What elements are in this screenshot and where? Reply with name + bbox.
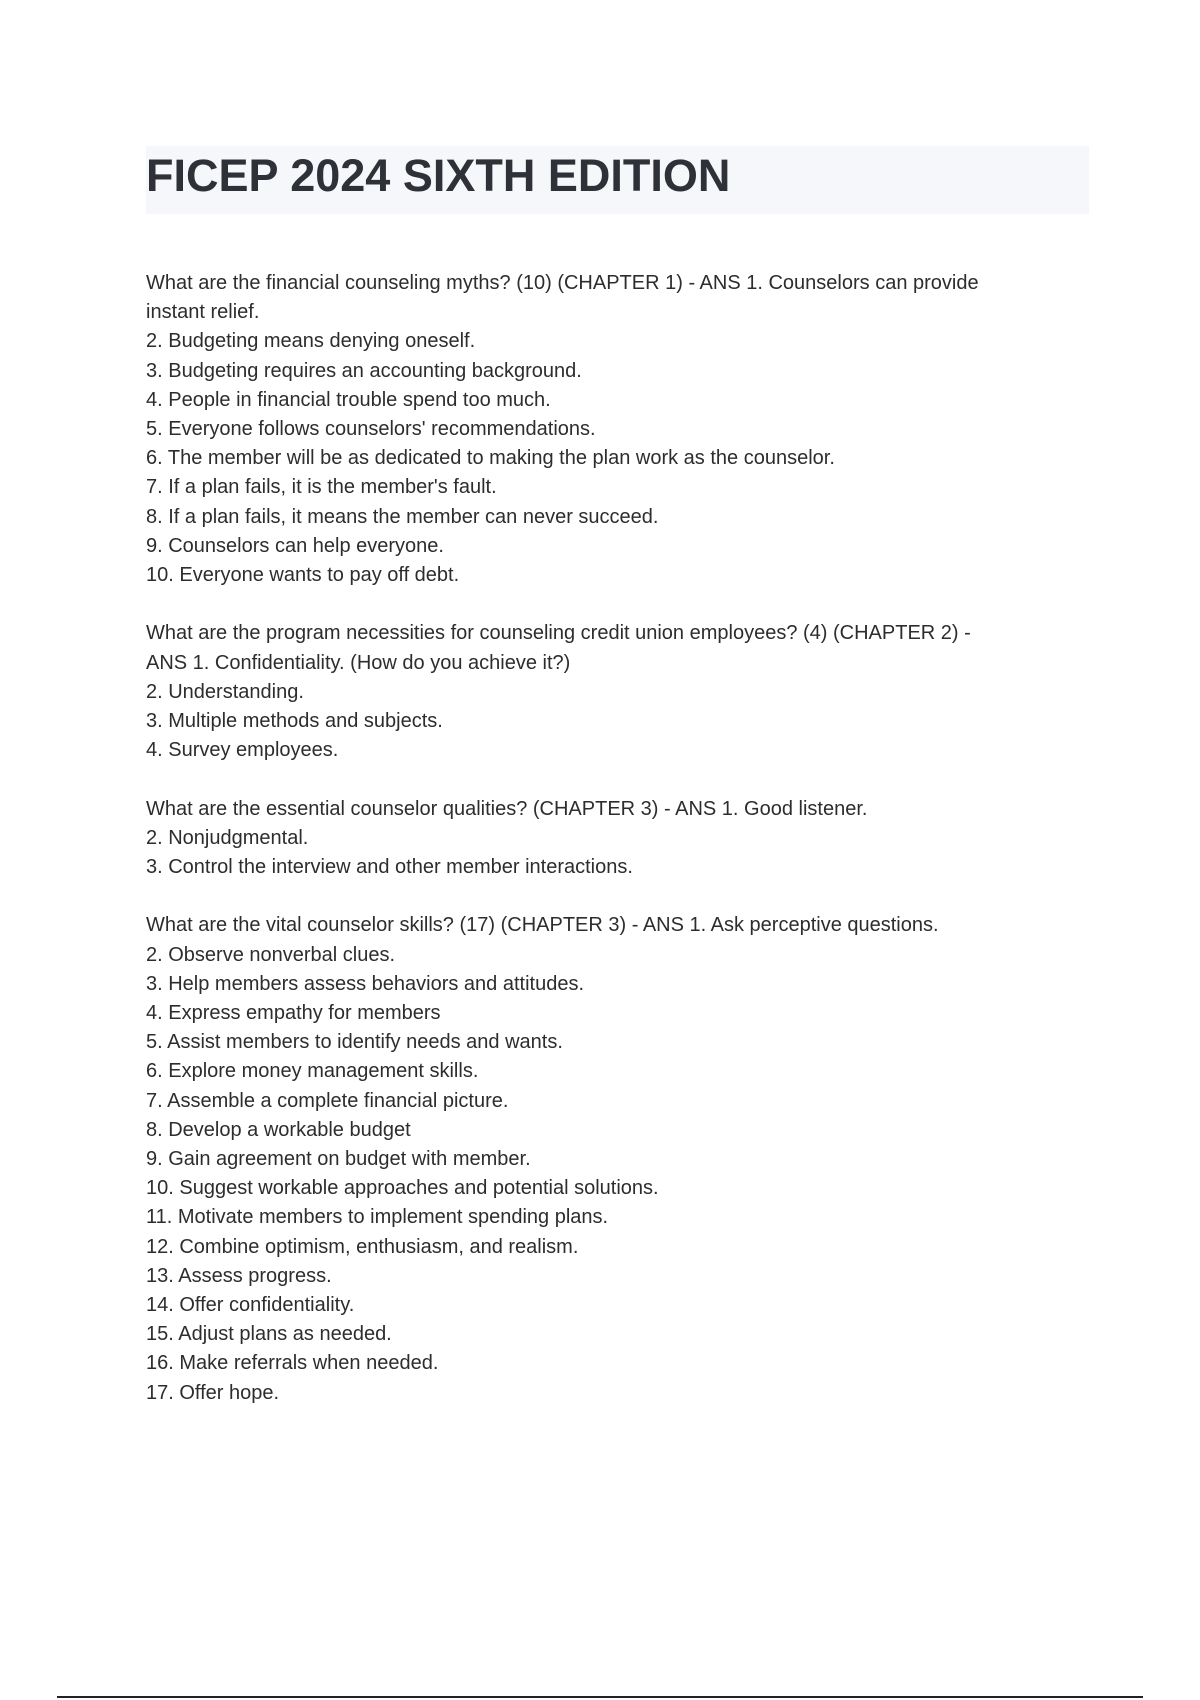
answer-line: 2. Understanding. — [146, 680, 304, 703]
answer-line: 14. Offer confidentiality. — [146, 1294, 355, 1317]
document-title: FICEP 2024 SIXTH EDITION — [146, 150, 731, 201]
answer-line: 3. Budgeting requires an accounting background. — [146, 359, 582, 382]
answer-line: 5. Everyone follows counselors' recommendations. — [146, 418, 596, 441]
answer-line: 12. Combine optimism, enthusiasm, and realism. — [146, 1235, 579, 1258]
answer-line: 10. Suggest workable approaches and potential solutions. — [146, 1177, 659, 1200]
qa-block-program-necessities — [146, 619, 1086, 765]
answer-line: 4. Express empathy for members — [146, 1002, 441, 1025]
qa-block-counselor-qualities — [146, 795, 1086, 883]
answer-line: 6. Explore money management skills. — [146, 1060, 479, 1083]
answer-line: 8. If a plan fails, it means the member can never succeed. — [146, 505, 659, 528]
answer-line: 2. Observe nonverbal clues. — [146, 943, 396, 966]
answer-line: 2. Budgeting means denying oneself. — [146, 330, 476, 353]
qa-block-financial-counseling-myths — [146, 269, 1086, 590]
qa-content — [146, 269, 1086, 1437]
question-line: What are the essential counselor qualities? (CHAPTER 3) - ANS 1. Good listener. — [146, 797, 868, 820]
answer-line: 3. Help members assess behaviors and attitudes. — [146, 972, 584, 995]
answer-line: 4. People in financial trouble spend too much. — [146, 388, 551, 411]
answer-line: 11. Motivate members to implement spending plans. — [146, 1206, 609, 1229]
answer-line: 7. Assemble a complete financial picture. — [146, 1089, 509, 1112]
answer-line: ANS 1. Confidentiality. (How do you achieve it?) — [146, 651, 571, 674]
question-line: What are the program necessities for counseling credit union employees? (4) (CHAPTER 2) - — [146, 622, 971, 645]
question-line: What are the financial counseling myths? (10) (CHAPTER 1) - ANS 1. Counselors can provide — [146, 272, 979, 294]
answer-line: 13. Assess progress. — [146, 1264, 332, 1287]
answer-line: 9. Gain agreement on budget with member. — [146, 1148, 531, 1171]
answer-line: 2. Nonjudgmental. — [146, 826, 309, 849]
answer-line: instant relief. — [146, 301, 260, 324]
footer-divider — [57, 1696, 1143, 1698]
answer-line: 17. Offer hope. — [146, 1381, 280, 1404]
answer-line: 3. Control the interview and other member interactions. — [146, 856, 633, 879]
answer-line: 9. Counselors can help everyone. — [146, 534, 444, 557]
answer-line: 8. Develop a workable budget — [146, 1118, 411, 1141]
answer-line: 7. If a plan fails, it is the member's fault. — [146, 476, 497, 499]
answer-line: 16. Make referrals when needed. — [146, 1352, 439, 1375]
title-band — [146, 146, 1089, 214]
qa-block-counselor-skills — [146, 911, 1086, 1407]
answer-line: 5. Assist members to identify needs and wants. — [146, 1031, 563, 1054]
answer-line: 4. Survey employees. — [146, 739, 339, 762]
answer-line: 6. The member will be as dedicated to making the plan work as the counselor. — [146, 447, 835, 470]
question-line: What are the vital counselor skills? (17) (CHAPTER 3) - ANS 1. Ask perceptive questions. — [146, 914, 939, 937]
answer-line: 15. Adjust plans as needed. — [146, 1323, 392, 1346]
answer-line: 3. Multiple methods and subjects. — [146, 710, 443, 733]
answer-line: 10. Everyone wants to pay off debt. — [146, 564, 460, 587]
